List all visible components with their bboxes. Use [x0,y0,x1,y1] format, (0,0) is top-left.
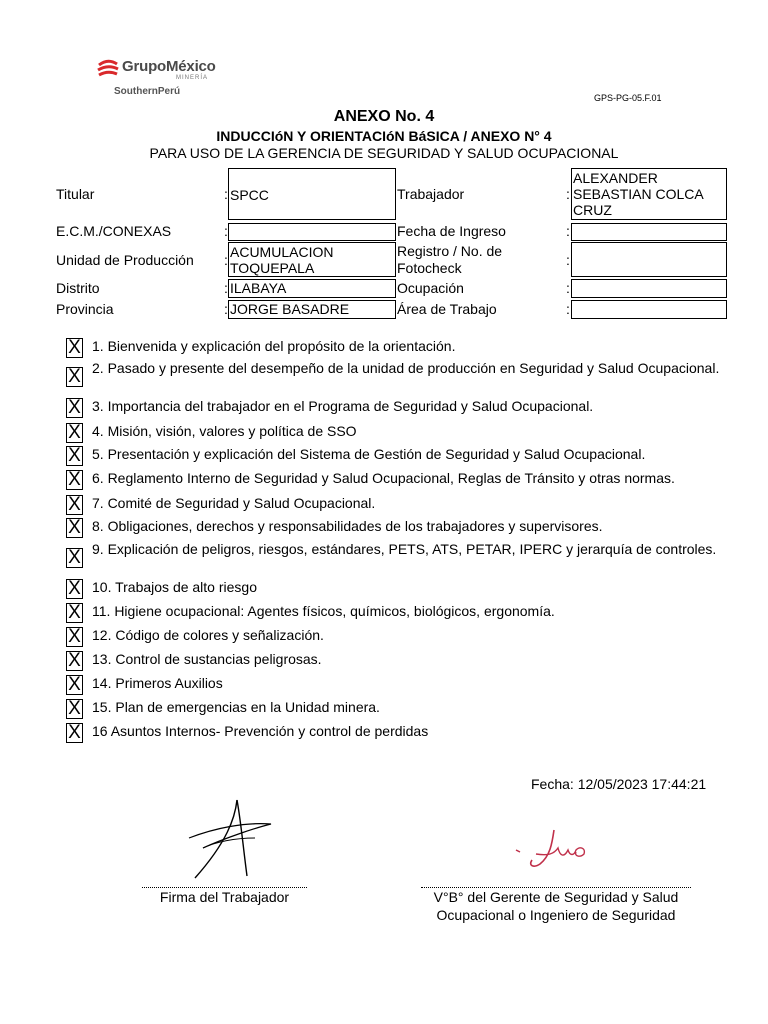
ecm-field[interactable] [228,223,396,241]
checkbox[interactable]: X [66,699,83,719]
manager-signature-icon [514,826,598,870]
area-field[interactable] [571,300,727,319]
fecha-ingreso-label: Fecha de Ingreso [397,223,506,239]
colon: : [224,280,228,296]
checkbox[interactable]: X [66,603,83,623]
checklist-item-text: 9. Explicación de peligros, riesgos, estándares, PETS, ATS, PETAR, IPERC y jerarquía de controles. [92,541,717,557]
checkbox[interactable]: X [66,446,83,466]
distrito-label: Distrito [56,280,100,296]
worker-signature-icon [185,798,275,882]
company-logo [96,58,226,102]
checklist-item-text: 6. Reglamento Interno de Seguridad y Salud Ocupacional, Reglas de Tránsito y otras normas. [92,470,675,486]
checklist-item-text: 12. Código de colores y señalización. [92,627,324,643]
titular-field[interactable]: SPCC [228,168,396,220]
colon: : [566,280,570,296]
page-purpose: PARA USO DE LA GERENCIA DE SEGURIDAD Y SALUD OCUPACIONAL [149,145,619,161]
checkbox[interactable]: X [66,627,83,647]
grupo-mexico-logo-icon [96,58,120,82]
checklist-item-text: 13. Control de sustancias peligrosas. [92,651,322,667]
registro-label: Registro / No. de Fotocheck [397,243,503,276]
colon: : [224,301,228,317]
colon: : [224,223,228,239]
colon: : [224,252,228,268]
checklist-item-text: 11. Higiene ocupacional: Agentes físicos, químicos, biológicos, ergonomía. [92,603,555,619]
checkbox[interactable]: X [66,723,83,743]
distrito-field[interactable]: ILABAYA [228,279,396,298]
document-code: GPS-PG-05.F.01 [594,93,662,103]
titular-label: Titular [56,186,95,202]
colon: : [566,223,570,239]
unidad-label: Unidad de Producción [56,252,194,268]
checkbox[interactable]: X [66,548,83,568]
page-title: ANEXO No. 4 [333,108,435,125]
checkbox[interactable]: X [66,367,83,387]
checkbox[interactable]: X [66,398,83,418]
manager-signature-caption: V°B° del Gerente de Seguridad y Salud Ocupacional o Ingeniero de Seguridad [433,889,679,923]
checklist-item-text: 2. Pasado y presente del desempeño de la unidad de producción en Seguridad y Salud Ocupacional. [92,360,720,376]
logo-brand: GrupoMéxico [122,58,216,75]
checkbox[interactable]: X [66,675,83,695]
registro-field[interactable] [571,242,727,277]
ocupacion-label: Ocupación [397,280,464,296]
provincia-label: Provincia [56,301,114,317]
checklist-item-text: 3. Importancia del trabajador en el Programa de Seguridad y Salud Ocupacional. [92,398,594,414]
checkbox[interactable]: X [66,423,83,443]
trabajador-label: Trabajador [397,186,465,202]
colon: : [566,186,570,202]
colon: : [566,252,570,268]
checklist-item-text: 1. Bienvenida y explicación del propósito de la orientación. [92,338,456,354]
colon: : [224,186,228,202]
logo-company: SouthernPerú [114,86,181,97]
checklist-item-text: 14. Primeros Auxilios [92,675,223,691]
fecha-ingreso-field[interactable] [571,223,727,241]
page-subtitle: INDUCCIóN Y ORIENTACIóN BáSICA / ANEXO N° 4 [216,128,552,144]
logo-division: MINERÍA [176,75,209,81]
checklist-item-text: 15. Plan de emergencias en la Unidad minera. [92,699,380,715]
checklist-item-text: 7. Comité de Seguridad y Salud Ocupacional. [92,495,376,511]
area-label: Área de Trabajo [397,301,497,317]
checklist-item-text: 10. Trabajos de alto riesgo [92,579,257,595]
checkbox[interactable]: X [66,579,83,599]
worker-signature-caption: Firma del Trabajador [159,889,290,905]
checklist-item-text: 8. Obligaciones, derechos y responsabilidades de los trabajadores y supervisores. [92,518,603,534]
unidad-field[interactable]: ACUMULACION TOQUEPALA [228,242,396,277]
checklist-item-text: 5. Presentación y explicación del Sistema de Gestión de Seguridad y Salud Ocupacional. [92,446,646,462]
checkbox[interactable]: X [66,495,83,515]
checkbox[interactable]: X [66,338,83,358]
ecm-label: E.C.M./CONEXAS [56,223,172,239]
checkbox[interactable]: X [66,651,83,671]
checkbox[interactable]: X [66,470,83,490]
ocupacion-field[interactable] [571,279,727,298]
checklist-item-text: 4. Misión, visión, valores y política de SSO [92,423,357,439]
checkbox[interactable]: X [66,518,83,538]
fecha-timestamp: Fecha: 12/05/2023 17:44:21 [531,776,707,792]
colon: : [566,301,570,317]
provincia-field[interactable]: JORGE BASADRE [228,300,396,319]
checklist-item-text: 16 Asuntos Internos- Prevención y control de perdidas [92,723,429,739]
trabajador-field[interactable]: ALEXANDER SEBASTIAN COLCA CRUZ [571,168,727,220]
